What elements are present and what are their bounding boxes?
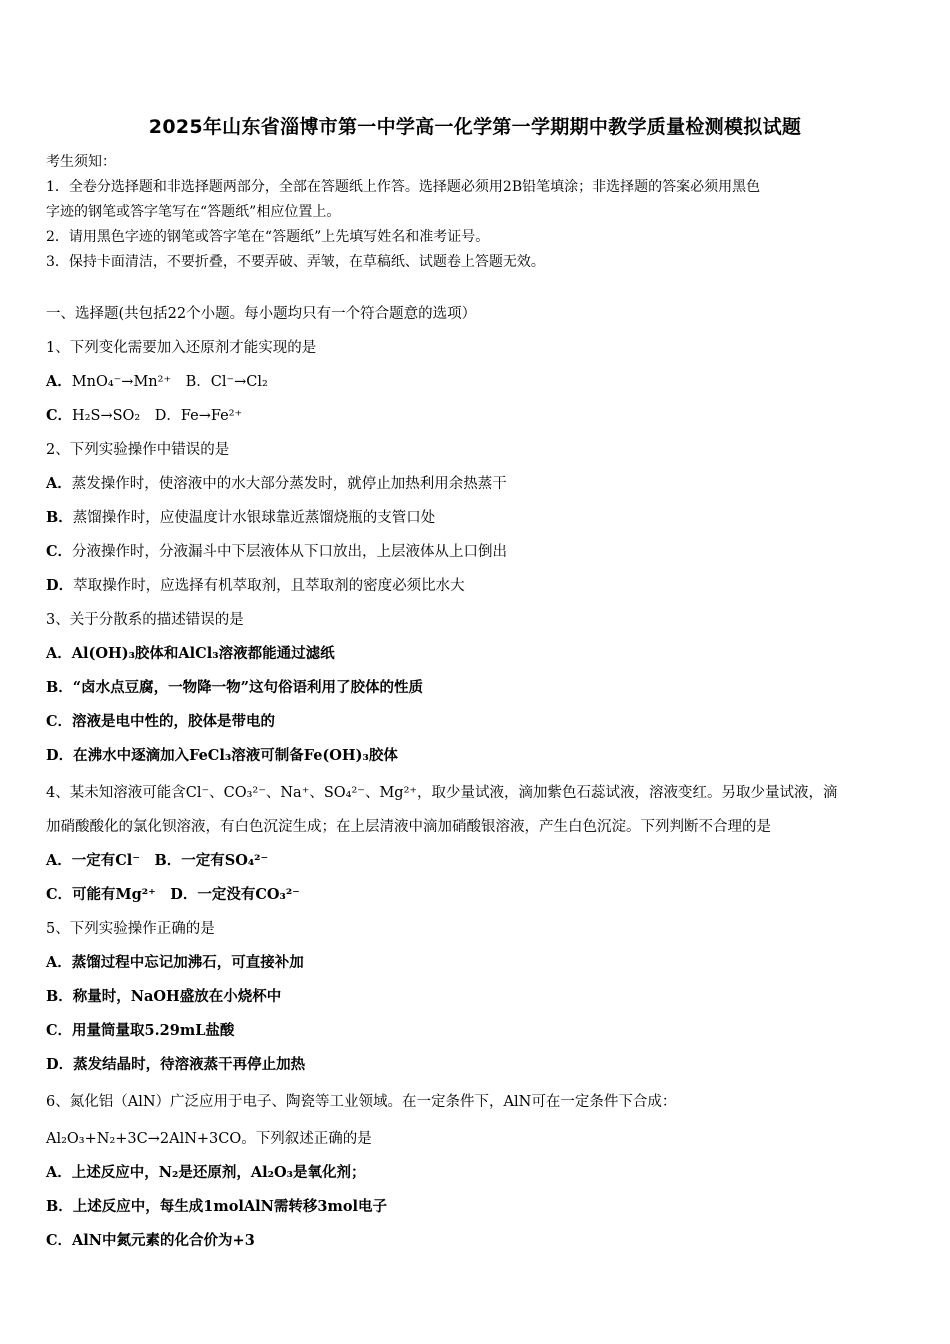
option-label: C．: [46, 407, 73, 424]
line-text: 用量筒量取5.29mL盐酸: [72, 1022, 235, 1039]
question-line: [46, 1122, 916, 1156]
note-line: 字迹的钢笔或答字笔写在“答题纸”相应位置上。: [46, 204, 341, 220]
line-text: MnO₄⁻→Mn²⁺ B．Cl⁻→Cl₂: [71, 374, 268, 390]
note-line: 1．全卷分选择题和非选择题两部分，全部在答题纸上作答。选择题必须用2B铅笔填涂；非选择题的答案必须用黑色: [46, 179, 761, 195]
line-text: 在沸水中逐滴加入FeCl₃溶液可制备Fe(OH)₃胶体: [73, 747, 398, 764]
question-line: [46, 331, 916, 365]
option-line: [46, 501, 916, 535]
option-line: [46, 535, 916, 569]
page-title: 2025年山东省淄博市第一中学高一化学第一学期期中教学质量检测模拟试题: [148, 116, 802, 138]
option-label: A．: [46, 954, 72, 971]
line-text: 蒸馏过程中忘记加沸石，可直接补加: [71, 954, 304, 971]
option-label: A．: [46, 373, 72, 390]
notes-heading: 考生须知：: [46, 154, 116, 170]
option-label: D．: [46, 747, 74, 764]
line-text: 4、某未知溶液可能含Cl⁻、CO₃²⁻、Na⁺、SO₄²⁻、Mg²⁺，取少量试液，滴加紫色石蕊试液，溶液变红。另取少量试液，滴: [46, 785, 838, 801]
option-line: [46, 637, 916, 671]
line-text: 1、下列变化需要加入还原剂才能实现的是: [46, 340, 317, 356]
option-line: [46, 467, 916, 501]
question-line: [46, 433, 916, 467]
line-text: 蒸发操作时，使溶液中的水大部分蒸发时，就停止加热利用余热蒸干: [71, 476, 507, 492]
question-line: [46, 912, 916, 946]
option-label: B．: [46, 988, 73, 1005]
line-text: 蒸馏操作时，应使温度计水银球靠近蒸馏烧瓶的支管口处: [72, 510, 436, 526]
option-label: A．: [46, 475, 72, 492]
question-body: [46, 297, 916, 1258]
option-line: [46, 1048, 916, 1082]
option-line: [46, 844, 916, 878]
option-label: C．: [46, 543, 73, 560]
line-text: “卤水点豆腐，一物降一物”这句俗语利用了胶体的性质: [72, 679, 423, 696]
option-line: [46, 878, 916, 912]
option-line: [46, 671, 916, 705]
option-label: C．: [46, 1232, 73, 1249]
note-line: 3．保持卡面清洁，不要折叠，不要弄破、弄皱，在草稿纸、试题卷上答题无效。: [46, 254, 545, 270]
option-label: A．: [46, 645, 72, 662]
question-line: [46, 1085, 916, 1119]
option-label: C．: [46, 1022, 73, 1039]
question-line: [46, 810, 916, 844]
option-label: B．: [46, 1198, 73, 1215]
option-label: B．: [46, 509, 73, 526]
line-text: 称量时，NaOH盛放在小烧杯中: [72, 988, 282, 1005]
question-line: [46, 776, 916, 810]
option-label: A．: [46, 1164, 72, 1181]
note-line: 2．请用黑色字迹的钢笔或答字笔在“答题纸”上先填写姓名和准考证号。: [46, 229, 490, 245]
line-text: 上述反应中，每生成1molAlN需转移3mol电子: [72, 1198, 387, 1215]
line-text: 分液操作时，分液漏斗中下层液体从下口放出，上层液体从上口倒出: [72, 544, 508, 560]
line-text: 上述反应中，N₂是还原剂，Al₂O₃是氧化剂；: [71, 1164, 366, 1181]
line-text: Al₂O₃+N₂+3C→2AlN+3CO。下列叙述正确的是: [46, 1131, 372, 1147]
line-text: 3、关于分散系的描述错误的是: [46, 612, 244, 628]
line-text: 可能有Mg²⁺ D．一定没有CO₃²⁻: [72, 886, 300, 903]
line-text: 蒸发结晶时，待溶液蒸干再停止加热: [73, 1056, 306, 1073]
line-text: H₂S→SO₂ D．Fe→Fe²⁺: [72, 408, 243, 424]
option-line: [46, 980, 916, 1014]
option-line: [46, 569, 916, 603]
exam-notes: [46, 150, 906, 275]
line-text: 2、下列实验操作中错误的是: [46, 442, 230, 458]
line-text: 萃取操作时，应选择有机萃取剂，且萃取剂的密度必须比水大: [73, 578, 465, 594]
line-text: 6、氮化铝（AlN）广泛应用于电子、陶瓷等工业领域。在一定条件下，AlN可在一定条件下合成：: [46, 1094, 677, 1110]
option-line: [46, 1224, 916, 1258]
section-heading: 一、选择题(共包括22个小题。每小题均只有一个符合题意的选项）: [46, 306, 477, 322]
option-label: A．: [46, 852, 72, 869]
question-line: [46, 603, 916, 637]
line-text: 溶液是电中性的，胶体是带电的: [72, 713, 276, 730]
line-text: 一定有Cl⁻ B．一定有SO₄²⁻: [71, 852, 269, 869]
line-text: 加硝酸酸化的氯化钡溶液，有白色沉淀生成；在上层清液中滴加硝酸银溶液，产生白色沉淀。下列判断不合理的是: [46, 819, 771, 835]
option-label: C．: [46, 886, 73, 903]
option-label: D．: [46, 1056, 74, 1073]
line-text: AlN中氮元素的化合价为+3: [72, 1232, 255, 1249]
option-line: [46, 739, 916, 773]
option-line: [46, 399, 916, 433]
option-line: [46, 1014, 916, 1048]
option-line: [46, 1156, 916, 1190]
option-label: C．: [46, 713, 73, 730]
line-text: Al(OH)₃胶体和AlCl₃溶液都能通过滤纸: [71, 645, 335, 662]
line-text: 5、下列实验操作正确的是: [46, 921, 215, 937]
option-line: [46, 365, 916, 399]
option-label: B．: [46, 679, 73, 696]
option-label: D．: [46, 577, 74, 594]
option-line: [46, 1190, 916, 1224]
option-line: [46, 946, 916, 980]
option-line: [46, 705, 916, 739]
